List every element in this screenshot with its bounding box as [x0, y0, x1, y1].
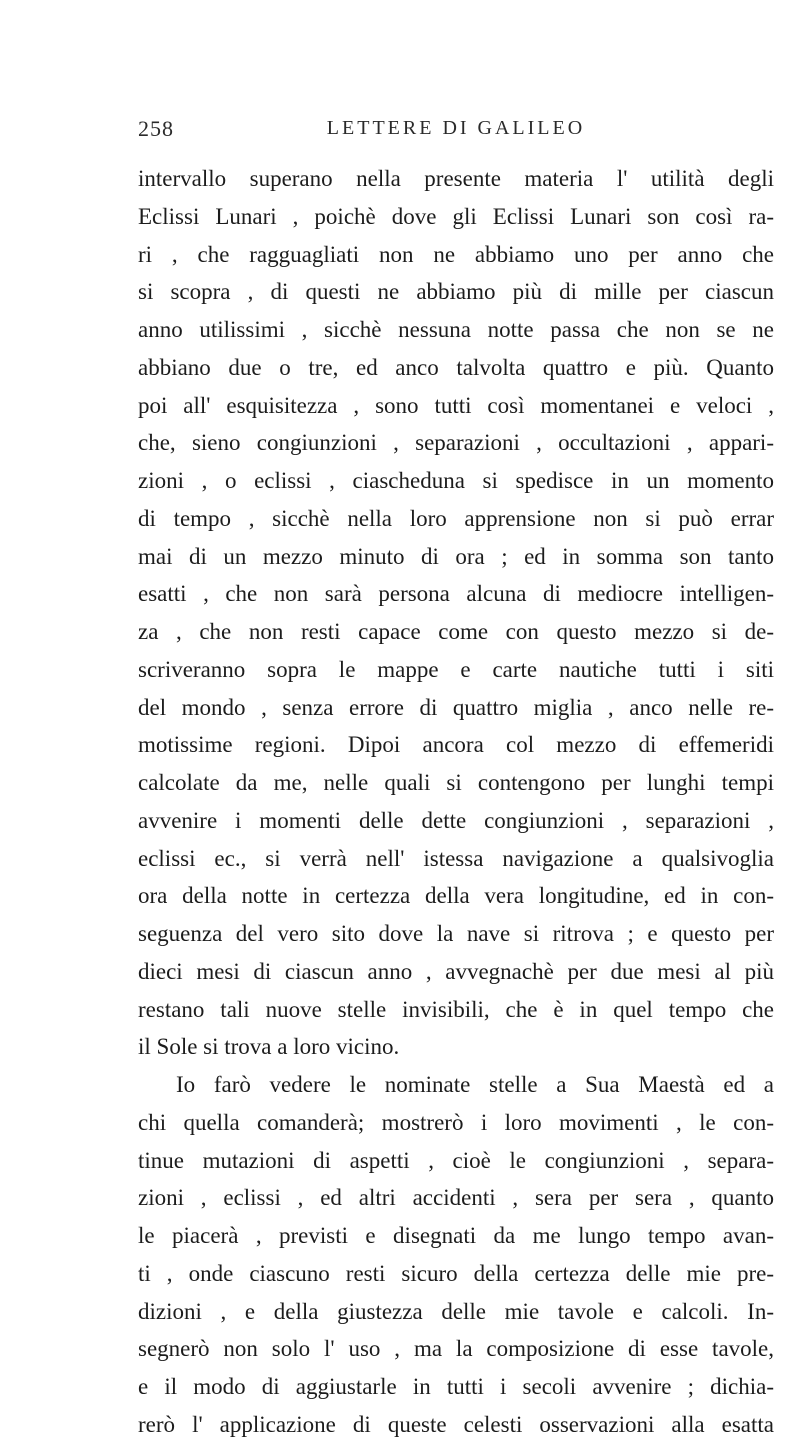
- text-line: eclissi ec., si verrà nell' istessa navigazione a qualsivoglia: [138, 845, 774, 871]
- text-line: si scopra , di questi ne abbiamo più di mille per ciascun: [138, 279, 774, 305]
- text-line: anno utilissimi , sicchè nessuna notte passa che non se ne: [138, 317, 774, 342]
- text-line: ora della notte in certezza della vera longitudine, ed in con-: [138, 883, 774, 909]
- text-line: tinue mutazioni di aspetti , cioè le congiunzioni , separa-: [138, 1147, 774, 1173]
- body-text: [138, 160, 774, 1444]
- text-line: segnerò non solo l' uso , ma la composizione di esse tavole,: [138, 1336, 774, 1362]
- text-line: che, sieno congiunzioni , separazioni , occultazioni , appari-: [138, 430, 774, 456]
- text-line: motissime regioni. Dipoi ancora col mezzo di effemeridi: [138, 732, 774, 758]
- text-line: le piacerà , previsti e disegnati da me lungo tempo avan-: [138, 1223, 774, 1248]
- text-line: calcolate da me, nelle quali si contengono per lunghi tempi: [138, 770, 774, 795]
- text-line: seguenza del vero sito dove la nave si ritrova ; e questo per: [138, 921, 774, 946]
- paragraph-first-line: Io farò vedere le nominate stelle a Sua Maestà ed a: [176, 1072, 774, 1097]
- text-line: ri , che ragguagliati non ne abbiamo uno per anno che: [138, 241, 774, 267]
- paragraph-last-line: il Sole si trova a loro vicino.: [138, 1034, 400, 1060]
- text-line: dieci mesi di ciascun anno , avvegnachè per due mesi al più: [138, 958, 774, 984]
- text-line: rerò l' applicazione di queste celesti osservazioni alla esatta: [138, 1411, 774, 1437]
- text-line: di tempo , sicchè nella loro apprensione non si può errar: [138, 505, 774, 531]
- page-number: 258: [138, 116, 174, 141]
- text-line: mai di un mezzo minuto di ora ; ed in somma son tanto: [138, 543, 774, 569]
- text-line: poi all' esquisitezza , sono tutti così momentanei e veloci ,: [138, 392, 774, 418]
- text-line: scriveranno sopra le mappe e carte nautiche tutti i siti: [138, 656, 774, 682]
- running-head: [138, 116, 774, 148]
- text-line: avvenire i momenti delle dette congiunzioni , separazioni ,: [138, 807, 774, 833]
- text-line: restano tali nuove stelle invisibili, che è in quel tempo che: [138, 996, 774, 1022]
- text-line: esatti , che non sarà persona alcuna di mediocre intelligen-: [138, 581, 774, 607]
- text-line: del mondo , senza errore di quattro miglia , anco nelle re-: [138, 694, 774, 720]
- text-line: zioni , eclissi , ed altri accidenti , sera per sera , quanto: [138, 1185, 774, 1211]
- text-line: za , che non resti capace come con questo mezzo si de-: [138, 619, 774, 644]
- text-line: chi quella comanderà; mostrerò i loro movimenti , le con-: [138, 1109, 774, 1135]
- text-line: zioni , o eclissi , ciascheduna si spedisce in un momento: [138, 468, 774, 493]
- text-line: ti , onde ciascuno resti sicuro della certezza delle mie pre-: [138, 1260, 774, 1286]
- text-line: e il modo di aggiustarle in tutti i secoli avvenire ; dichia-: [138, 1374, 774, 1399]
- text-line: dizioni , e della giustezza delle mie tavole e calcoli. In-: [138, 1298, 774, 1324]
- running-title: LETTERE DI GALILEO: [326, 117, 586, 139]
- text-line: Eclissi Lunari , poichè dove gli Eclissi Lunari son così ra-: [138, 203, 774, 229]
- text-line: abbiano due o tre, ed anco talvolta quattro e più. Quanto: [138, 354, 774, 380]
- text-line: intervallo superano nella presente materia l' utilità degli: [138, 166, 774, 191]
